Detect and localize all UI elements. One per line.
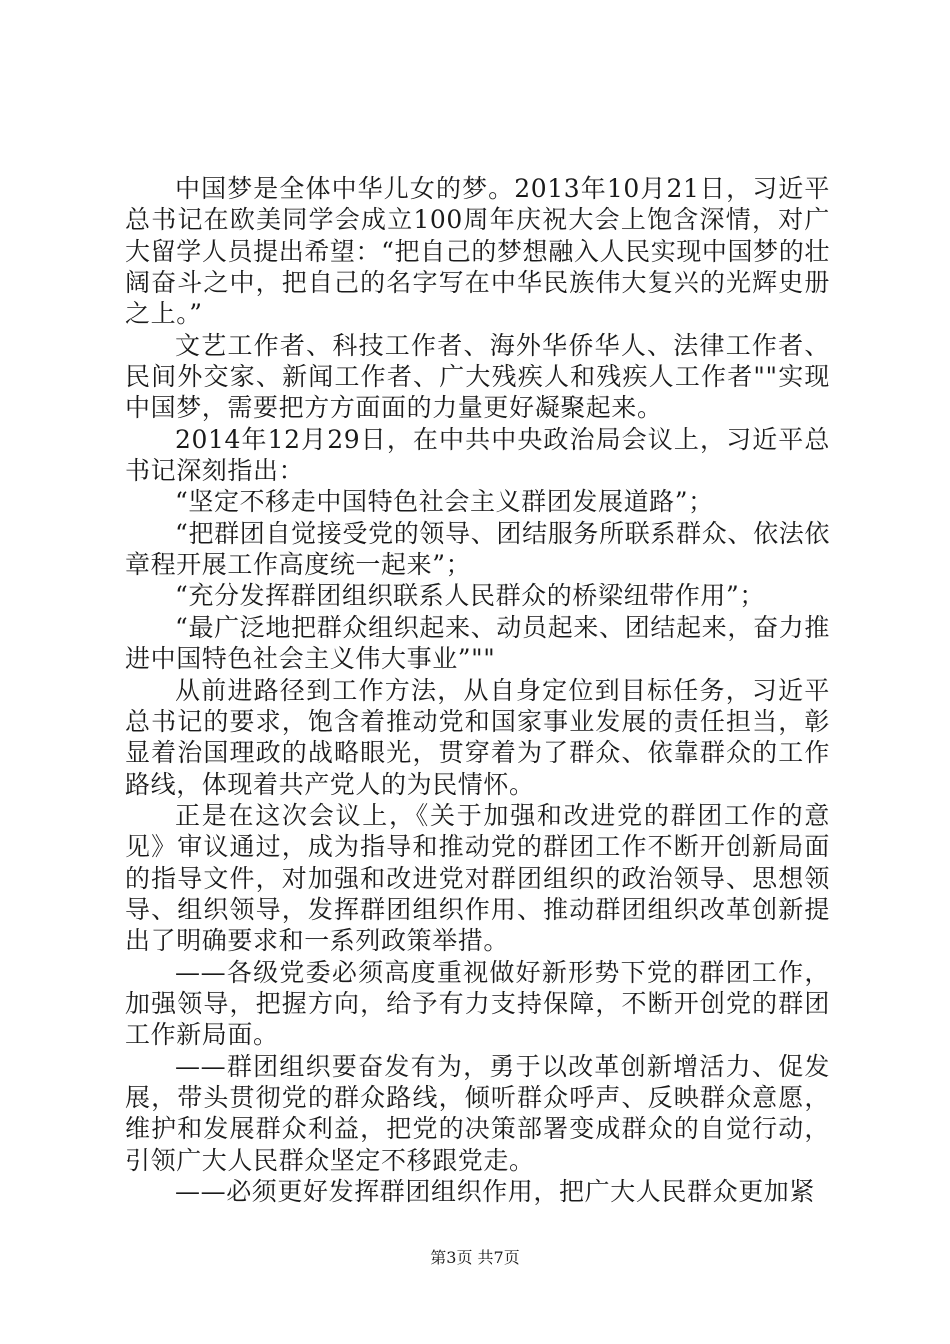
quote-paragraph: “充分发挥群团组织联系人民群众的桥梁纽带作用”； <box>175 581 765 611</box>
dash-paragraph: ——必须更好发挥群团组织作用，把广大人民群众更加紧 <box>175 1177 816 1206</box>
paragraph: 从前进路径到工作方法，从自身定位到目标任务，习近平总书记的要求，饱含着推动党和国家事业发展的责任担当，彰显着治国理政的战略眼光，贯穿着为了群众、依靠群众的工作路线，体现着共产党人的为民情怀。 <box>125 675 830 799</box>
quote-paragraph: “把群团自觉接受党的领导、团结服务所联系群众、依法依章程开展工作高度统一起来”； <box>125 518 830 580</box>
document-body <box>125 173 830 1207</box>
quote-paragraph: “最广泛地把群众组织起来、动员起来、团结起来，奋力推进中国特色社会主义伟大事业”"" <box>125 612 830 674</box>
page-footer: 第3页 共7页 <box>430 1248 520 1267</box>
dash-paragraph: ——各级党委必须高度重视做好新形势下党的群团工作，加强领导，把握方向，给予有力支持保障，不断开创党的群团工作新局面。 <box>125 957 830 1050</box>
quote-paragraph: “坚定不移走中国特色社会主义群团发展道路”； <box>175 487 714 517</box>
paragraph: 正是在这次会议上，《关于加强和改进党的群团工作的意见》审议通过，成为指导和推动党的群团工作不断开创新局面的指导文件，对加强和改进党对群团组织的政治领导、思想领导、组织领导，发挥群团组织作用、推动群团组织改革创新提出了明确要求和一系列政策举措。 <box>125 800 830 956</box>
dash-paragraph: ——群团组织要奋发有为，勇于以改革创新增活力、促发展，带头贯彻党的群众路线，倾听群众呼声、反映群众意愿，维护和发展群众利益，把党的决策部署变成群众的自觉行动，引领广大人民群众坚定不移跟党走。 <box>125 1051 830 1175</box>
paragraph: 文艺工作者、科技工作者、海外华侨华人、法律工作者、民间外交家、新闻工作者、广大残疾人和残疾人工作者""实现中国梦，需要把方方面面的力量更好凝聚起来。 <box>125 330 830 423</box>
paragraph: 中国梦是全体中华儿女的梦。2013年10月21日，习近平总书记在欧美同学会成立100周年庆祝大会上饱含深情，对广大留学人员提出希望：“把自己的梦想融入人民实现中国梦的壮阔奋斗之中，把自己的名字写在中华民族伟大复兴的光辉史册之上。” <box>125 174 830 329</box>
paragraph: 2014年12月29日，在中共中央政治局会议上，习近平总书记深刻指出： <box>125 424 830 486</box>
